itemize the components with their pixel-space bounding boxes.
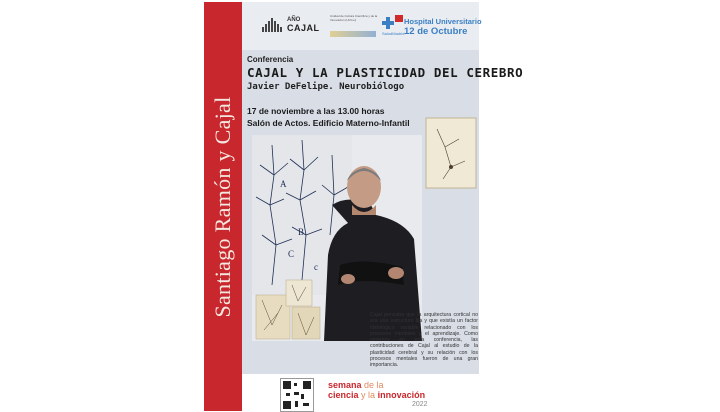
logo-cajal-text: CAJAL [287, 23, 320, 33]
poster-panel [242, 2, 524, 374]
poster-footer [242, 374, 479, 411]
event-venue: Salón de Actos. Edificio Materno-Infantil [247, 118, 410, 128]
semana-year: 2022 [412, 401, 428, 408]
innovacion-word: innovación [377, 390, 426, 400]
hospital-cross-icon [382, 17, 394, 29]
side-band [204, 2, 242, 411]
bars-icon [262, 18, 284, 32]
ucci-logo [330, 14, 378, 40]
event-title: CAJAL Y LA PLASTICIDAD DEL CEREBRO [247, 65, 524, 80]
hospital-line1: Hospital Universitario [404, 17, 482, 26]
side-band-text: Santiago Ramón y Cajal [210, 96, 235, 318]
hospital-line2: 12 de Octubre [404, 26, 468, 37]
speaker-photo-collage [252, 135, 422, 341]
semana-y-la: y la [361, 390, 376, 400]
ucci-mark-icon [330, 31, 376, 37]
svg-text:C: C [288, 249, 295, 259]
logo-header [242, 2, 482, 50]
event-type-label: Conferencia [247, 55, 294, 64]
cajal-sketch-card [425, 117, 477, 189]
event-speaker: Javier DeFelipe. Neurobiólogo [247, 82, 405, 92]
svg-text:B: B [298, 227, 305, 237]
event-description: Cajal pensaba que la arquitectura cortical no era una estructura fija y que existía un factor histológico variable relacionado con los procesos mentales y el aprendizaje. Como veremos en esta conferencia, las contribuciones de Cajal al estudio de la plasticidad cerebral y su relación con los procesos mentales fueron de una gran importancia. [370, 312, 478, 369]
event-poster [204, 2, 524, 411]
semana-word: semana [328, 380, 362, 390]
neuron-drawings-illustration [252, 135, 422, 341]
madrid-red-icon [395, 15, 403, 22]
saludmadrid-text: SaludMadrid [382, 31, 405, 36]
semana-ciencia-logo [328, 380, 448, 410]
hospital-logo [382, 14, 482, 40]
semana-de-la: de la [364, 380, 384, 390]
qr-code-icon [280, 378, 314, 412]
logo-ano-text: AÑO [287, 17, 301, 23]
svg-text:c: c [314, 262, 318, 272]
svg-text:A: A [280, 179, 287, 189]
ciencia-word: ciencia [328, 390, 359, 400]
ucci-logo-text: Unidad de Cultura Científica y de la Innovación (UCC+i) [330, 14, 378, 22]
ano-cajal-logo [262, 16, 318, 38]
event-date: 17 de noviembre a las 13.00 horas [247, 106, 385, 116]
